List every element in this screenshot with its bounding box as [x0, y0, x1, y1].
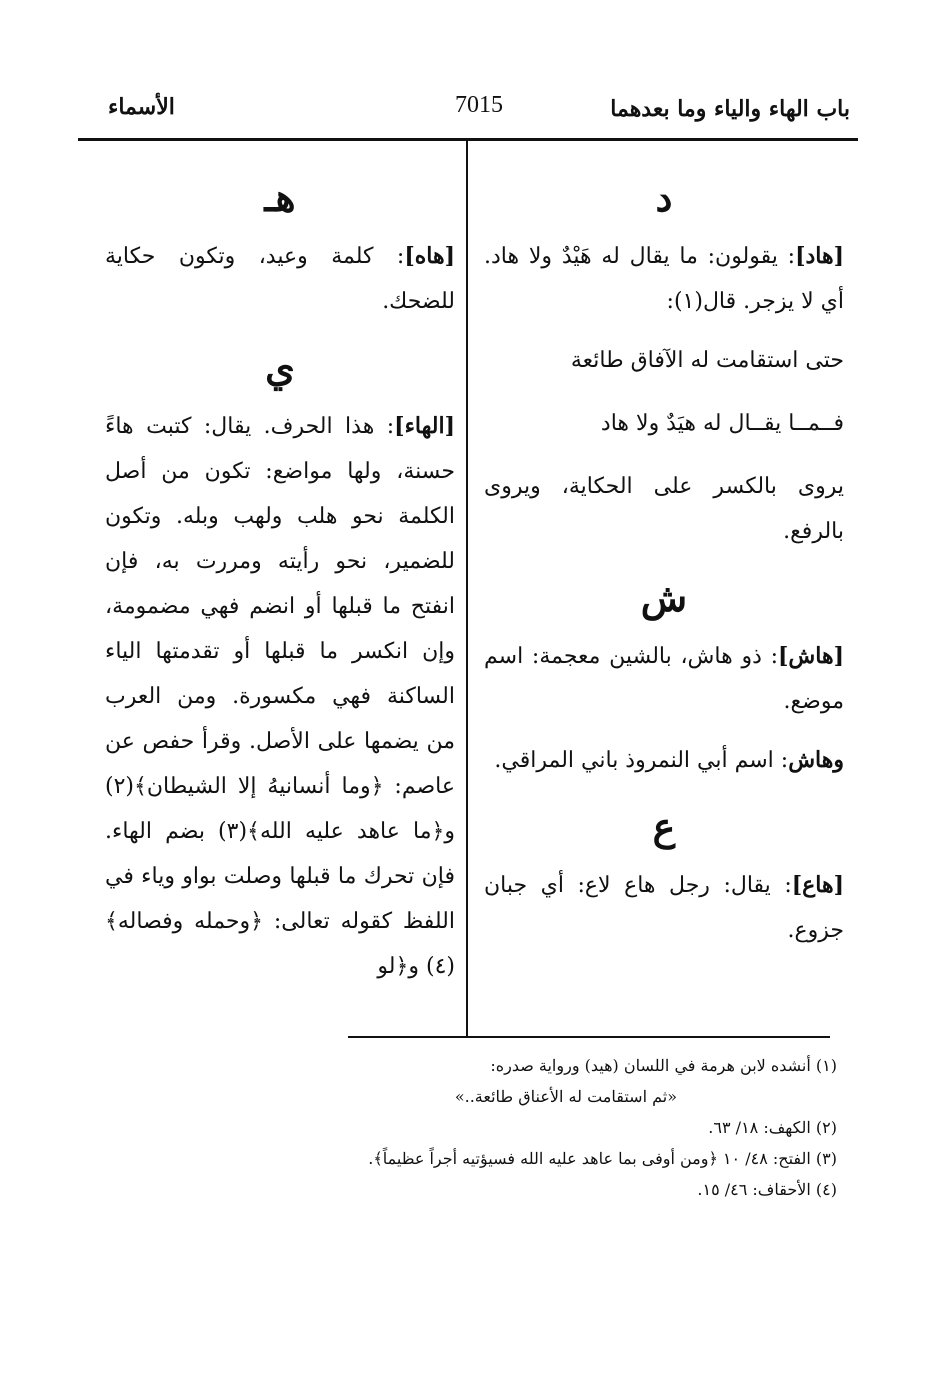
entry-wahash — [484, 738, 844, 783]
section-title: الأسماء — [108, 94, 175, 120]
poem-verse-2: فــمــا يقــال له هيَدٌ ولا هاد — [600, 411, 844, 436]
header-rule — [78, 138, 858, 141]
chapter-title: باب الهاء والياء وما بعدهما — [610, 96, 850, 122]
entry-text: : ذو هاش، بالشين معجمة: اسم موضع. — [484, 644, 844, 714]
entry-hash — [484, 634, 844, 724]
footnote-1-quote: «ثم استقامت له الأعناق طائعة..» — [454, 1087, 677, 1106]
entry-term: وهاش — [788, 747, 844, 773]
verse-note: يروى بالكسر على الحكاية، ويروى بالرفع. — [484, 474, 844, 544]
entry-term: [هاد] — [795, 243, 844, 269]
entry-had — [484, 234, 844, 324]
entry-term: [هاش] — [778, 643, 844, 669]
right-column — [484, 160, 844, 967]
footnote-3: (٣) الفتح: ٤٨/ ١٠ ﴿ومن أوفى بما عاهد عليه الله فسيؤتيه أجراً عظيماً﴾. — [368, 1149, 837, 1168]
entry-term: [هاه] — [404, 243, 455, 269]
letter-heading-ain: ع — [652, 804, 676, 849]
letter-heading-y: ي — [265, 345, 295, 390]
entry-term: [الهاء] — [394, 413, 455, 439]
entry-text: : هذا الحرف. يقال: كتبت هاءً حسنة، ولها مواضع: تكون من أصل الكلمة نحو هلب ولهب وبله. وتكون للضمير، نحو رأيته ومررت به، فإن انفتح ما قبلها أو انضم فهي مضمومة، وإن انكسر ما قبلها أو تقدمتها الياء الساكنة فهي مكسورة. ومن العرب من يضمها على الأصل. وقرأ حفص عن عاصم: ﴿وما أنسانيهُ إلا الشيطان﴾(٢) و﴿ما عاهد عليه الله﴾(٣) بضم الهاء. فإن تحرك ما قبلها وصلت بواو وياء في اللفظ كقوله تعالى: ﴿وحمله وفصاله﴾(٤) و﴿لو — [105, 414, 455, 979]
page-number: 7015 — [455, 92, 503, 118]
footnote-rule — [348, 1036, 830, 1038]
entry-hah — [105, 234, 455, 324]
left-column — [105, 160, 455, 1003]
footnote-1: (١) أنشده لابن هرمة في اللسان (هيد) ورواية صدره: — [490, 1056, 837, 1075]
column-divider — [466, 140, 468, 1036]
entry-al-haa — [105, 404, 455, 989]
entry-text: : كلمة وعيد، وتكون حكاية للضحك. — [105, 244, 455, 314]
entry-text: : يقولون: ما يقال له هَيْدٌ ولا هاد. أي لا يزجر. قال(١): — [484, 244, 844, 314]
entry-haa — [484, 863, 844, 953]
footnote-2: (٢) الكهف: ١٨/ ٦٣. — [708, 1118, 837, 1137]
entry-text: : اسم أبي النمروذ باني المراقي. — [494, 748, 789, 773]
footnotes — [217, 1050, 837, 1205]
poem-verse-1: حتى استقامت له الآفاق طائعة — [570, 348, 844, 373]
letter-heading-h: هـ — [264, 175, 296, 220]
entry-text: : يقال: رجل هاع لاع: أي جبان جزوع. — [484, 873, 844, 943]
letter-heading-sh: ش — [640, 575, 688, 620]
page-header — [80, 92, 850, 132]
letter-heading-d: د — [655, 175, 673, 220]
footnote-4: (٤) الأحقاف: ٤٦/ ١٥. — [697, 1180, 837, 1199]
entry-term: [هاع] — [791, 872, 844, 898]
